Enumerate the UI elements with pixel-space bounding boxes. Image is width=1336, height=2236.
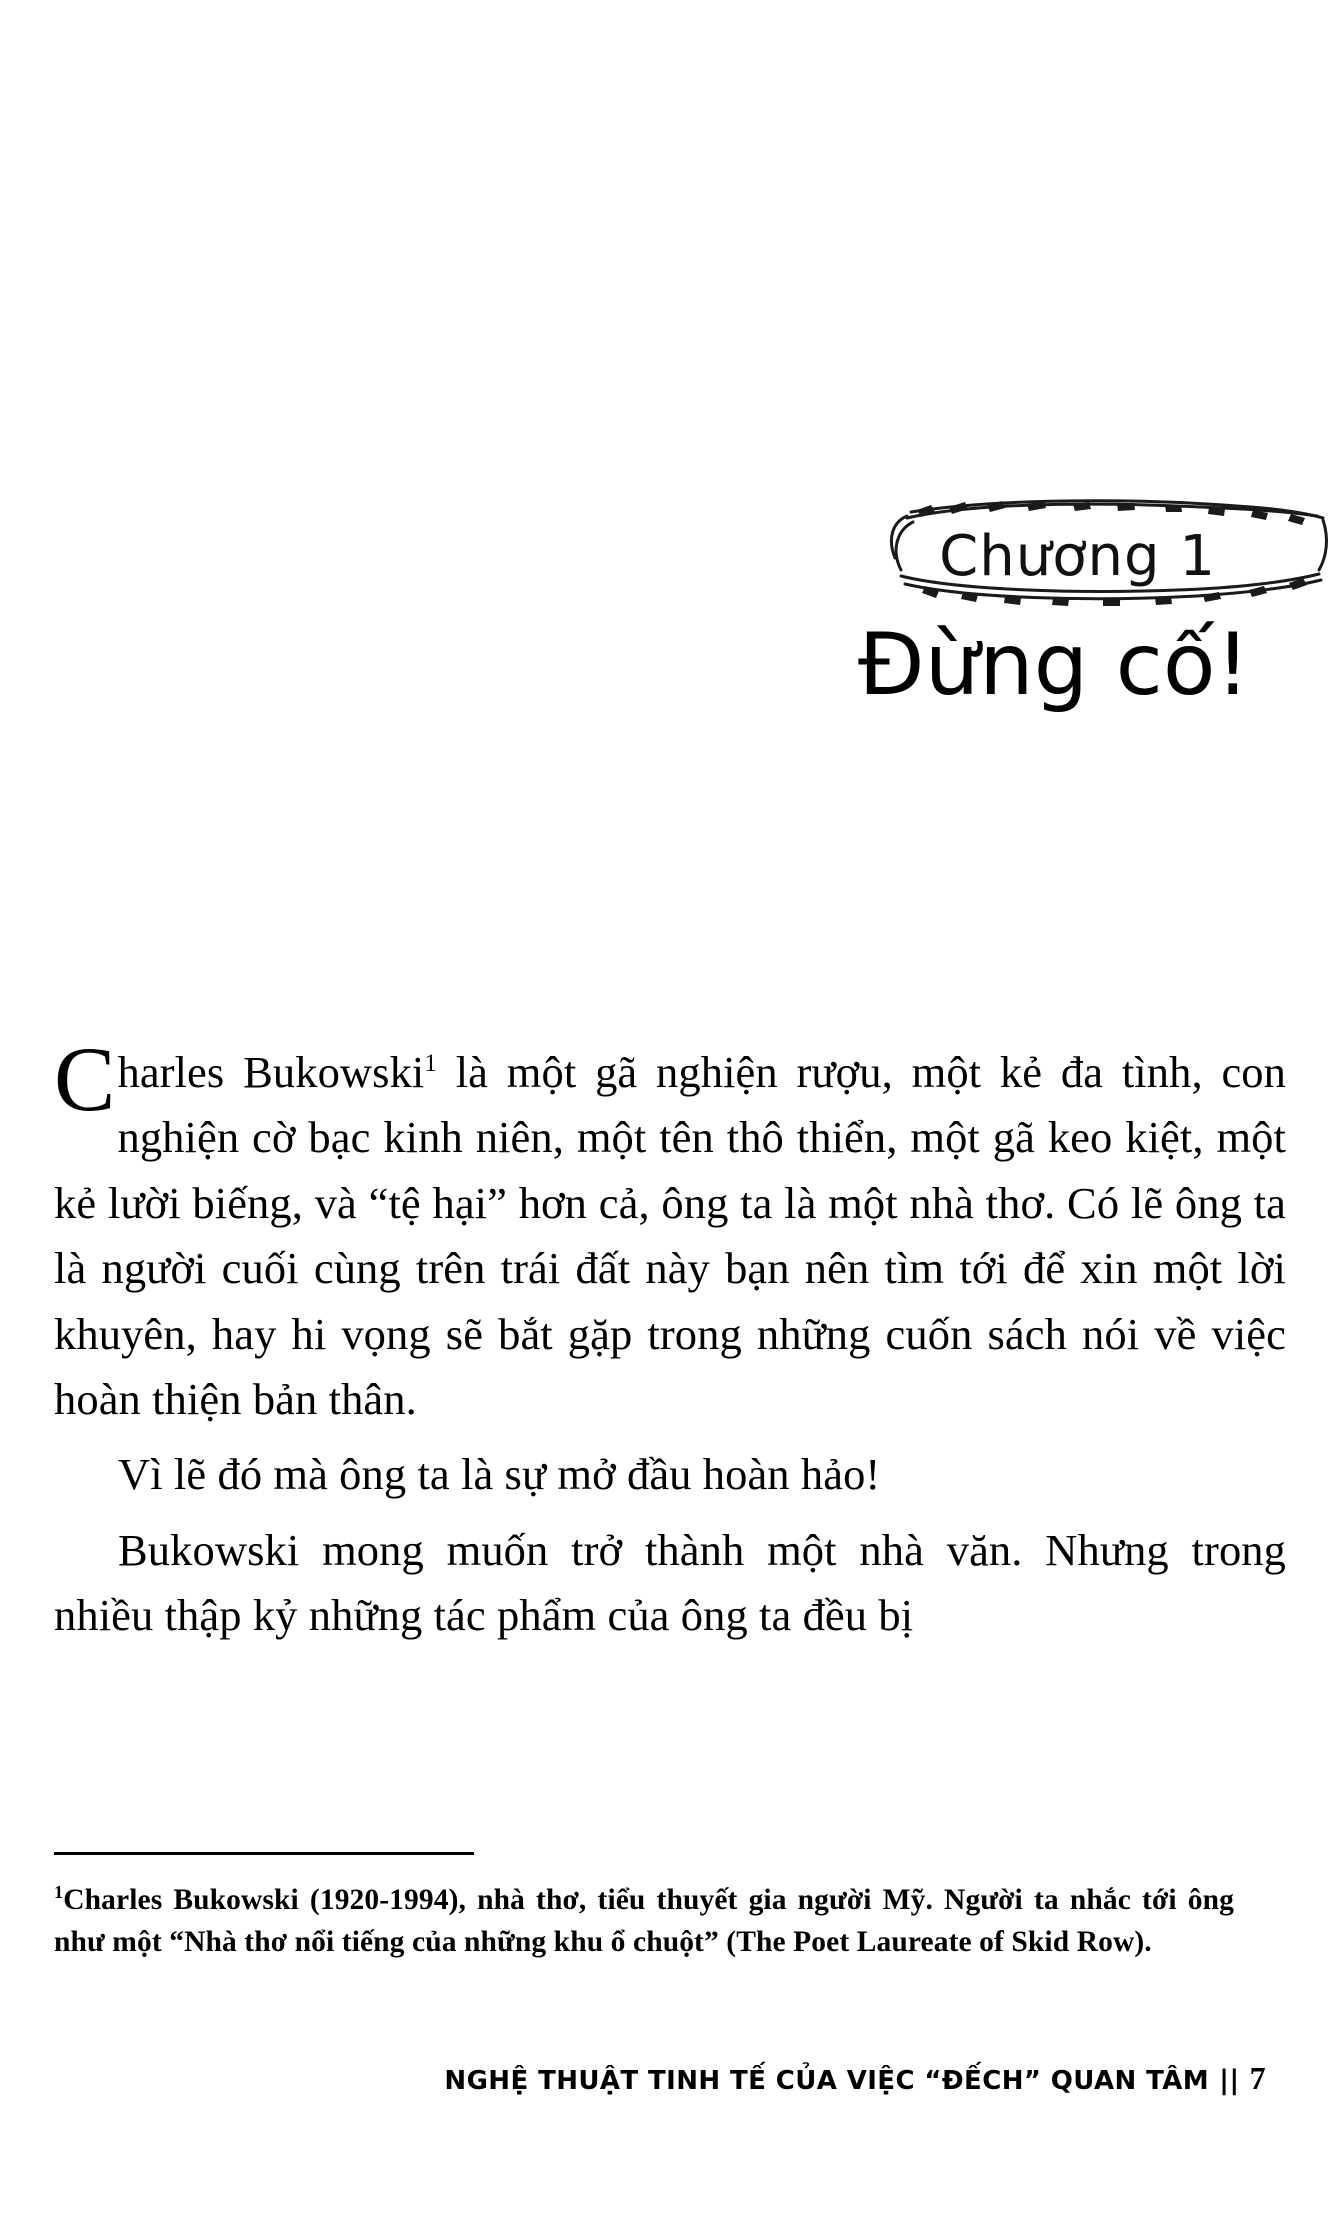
paragraph-opening-lead: harles Bukowski — [117, 1047, 425, 1097]
footer-separator: || — [1219, 2065, 1240, 2096]
paragraph-opening — [54, 1028, 1286, 1432]
chapter-heading — [0, 520, 1336, 715]
footnote-body: Charles Bukowski (1920-1994), nhà thơ, tiểu thuyết gia người Mỹ. Người ta nhắc tới ông như một “Nhà thơ nổi tiếng của những khu ổ chuột” (The Poet Laureate of Skid Row). — [54, 1884, 1234, 1958]
body-text-column — [54, 1028, 1286, 1649]
paragraph-third: Bukowski mong muốn trở thành một nhà văn. Nhưng trong nhiều thập kỷ những tác phẩm của ông ta đều bị — [54, 1524, 1286, 1641]
page-footer — [0, 2060, 1336, 2097]
chapter-title: Đừng cố! — [858, 614, 1250, 715]
footnote-marker: 1 — [54, 1882, 64, 1903]
page-number: 7 — [1249, 2060, 1266, 2096]
footnote-divider — [54, 1852, 474, 1855]
footnote-text — [54, 1880, 1234, 1964]
drop-cap-letter: C — [54, 1028, 116, 1130]
chapter-label-wrapper — [895, 520, 1250, 598]
footnote-marker-inline: 1 — [424, 1050, 437, 1078]
footer-book-title: NGHỆ THUẬT TINH TẾ CỦA VIỆC “ĐẾCH” QUAN TÂM — [444, 2066, 1210, 2096]
paragraph-opening-rest: là một gã nghiện rượu, một kẻ đa tình, con nghiện cờ bạc kinh niên, một tên thô thiển, một gã keo kiệt, một kẻ lười biếng, và “tệ hại” hơn cả, ông ta là một nhà thơ. Có lẽ ông ta là người cuối cùng trên trái đất này bạn nên tìm tới để xin một lời khuyên, hay hi vọng sẽ bắt gặp trong những cuốn sách nói về việc hoàn thiện bản thân. — [54, 1047, 1286, 1425]
chapter-label: Chương 1 — [939, 524, 1216, 589]
paragraph-second: Vì lẽ đó mà ông ta là sự mở đầu hoàn hảo! — [118, 1449, 881, 1500]
